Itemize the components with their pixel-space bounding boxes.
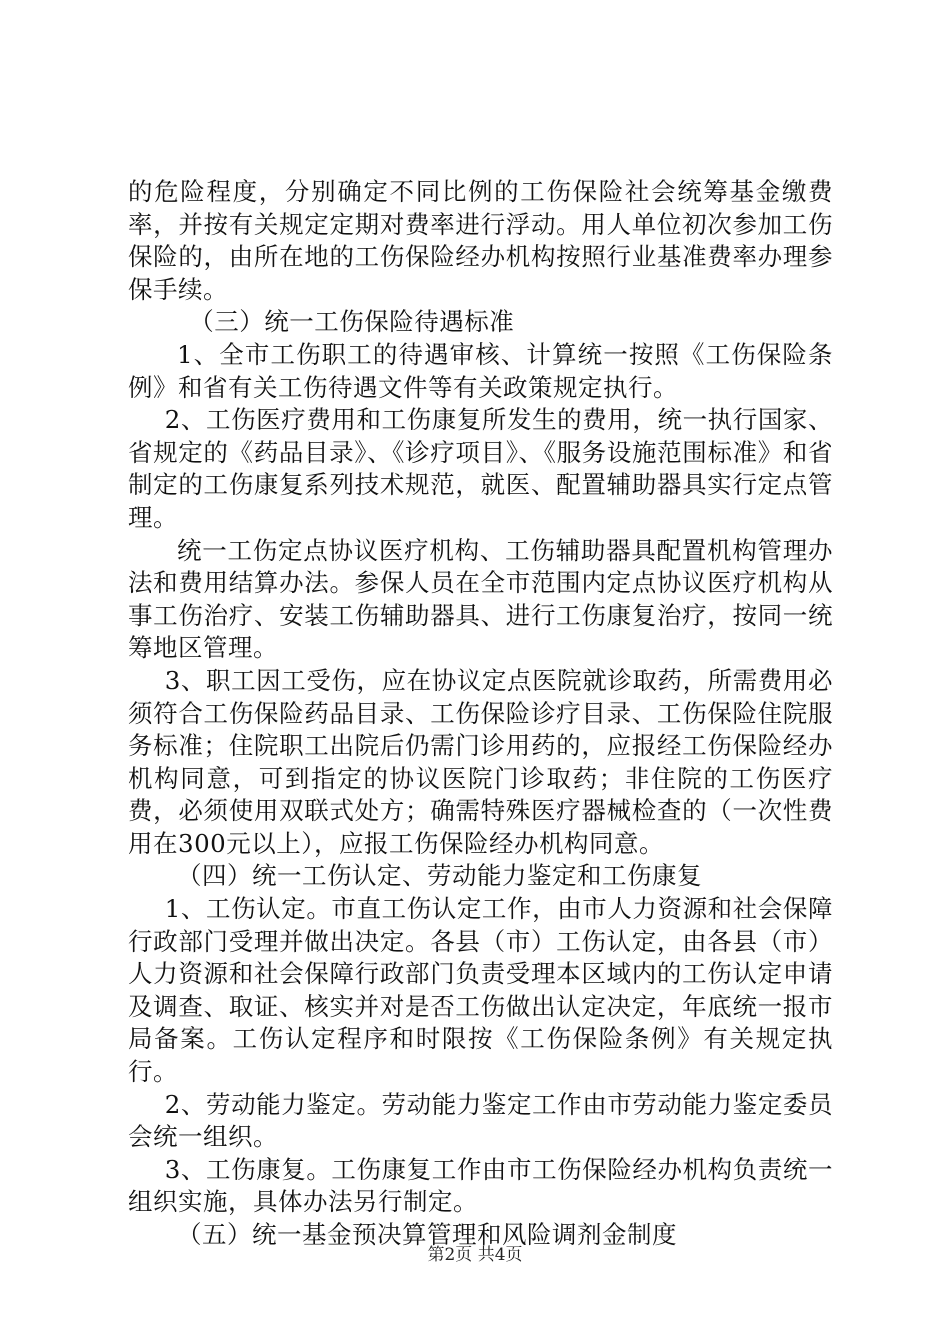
page-number-footer: 第2页 共4页 [427,1245,523,1265]
paragraph-item-3-2: 2、工伤医疗费用和工伤康复所发生的费用，统一执行国家、省规定的《药品目录》、《诊疗项目》、《服务设施范围标准》和省制定的工伤康复系列技术规范，就医、配置辅助器具实行定点管理。 [128,405,833,532]
paragraph-item-4-2: 2、劳动能力鉴定。劳动能力鉴定工作由市劳动能力鉴定委员会统一组织。 [128,1089,833,1152]
section-heading-4: （四）统一工伤认定、劳动能力鉴定和工伤康复 [177,861,702,891]
paragraph-unified-institutions: 统一工伤定点协议医疗机构、工伤辅助器具配置机构管理办法和费用结算办法。参保人员在全市范围内定点协议医疗机构从事工伤治疗、安装工伤辅助器具、进行工伤康复治疗，按同一统筹地区管理。 [128,535,833,663]
paragraph-item-4-3: 3、工伤康复。工伤康复工作由市工伤保险经办机构负责统一组织实施，具体办法另行制定。 [128,1154,833,1217]
paragraph-rate-continuation: 的危险程度，分别确定不同比例的工伤保险社会统筹基金缴费率，并按有关规定定期对费率进行浮动。用人单位初次参加工伤保险的，由所在地的工伤保险经办机构按照行业基准费率办理参保手续。 [128,177,833,304]
paragraph-item-4-1: 1、工伤认定。市直工伤认定工作，由市人力资源和社会保障行政部门受理并做出决定。各县（市）工伤认定，由各县（市）人力资源和社会保障行政部门负责受理本区域内的工伤认定申请及调查、取证、核实并对是否工伤做出认定决定，年底统一报市局备案。工伤认定程序和时限按《工伤保险条例》有关规定执行。 [128,894,833,1087]
section-heading-3: （三）统一工伤保险待遇标准 [189,307,515,337]
paragraph-item-3-1: 1、全市工伤职工的待遇审核、计算统一按照《工伤保险条例》和省有关工伤待遇文件等有关政策规定执行。 [128,339,833,402]
section-heading-5: （五）统一基金预决算管理和风险调剂金制度 [177,1220,677,1249]
document-body [128,176,833,1252]
paragraph-item-3-3: 3、职工因工受伤，应在协议定点医院就诊取药，所需费用必须符合工伤保险药品目录、工伤保险诊疗目录、工伤保险住院服务标准；住院职工出院后仍需门诊用药的，应报经工伤保险经办机构同意，可到指定的协议医院门诊取药；非住院的工伤医疗费，必须使用双联式处方；确需特殊医疗器械检查的（一次性费用在300元以上），应报工伤保险经办机构同意。 [128,665,833,858]
